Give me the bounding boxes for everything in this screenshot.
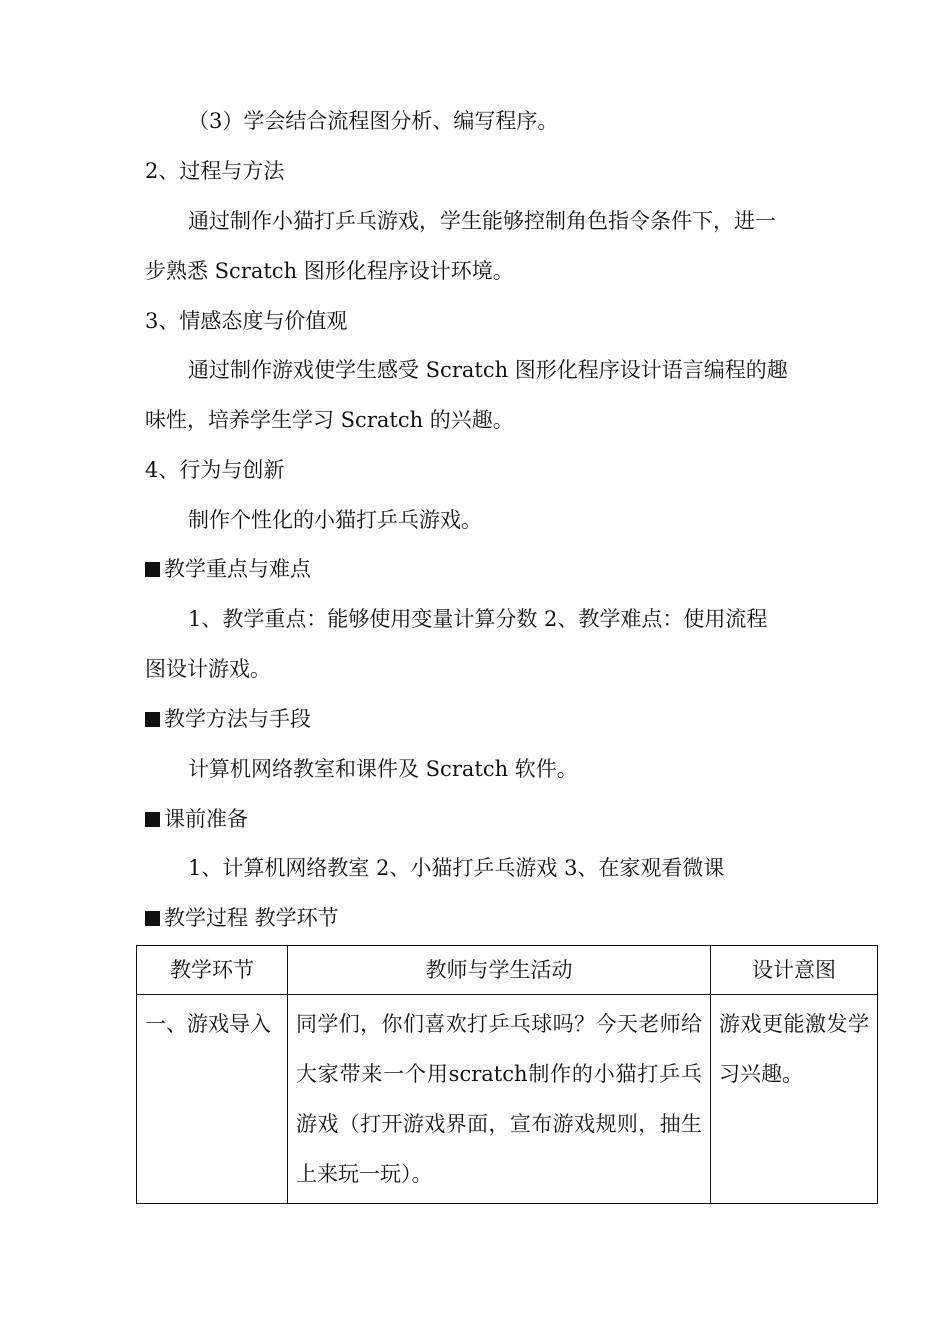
square-bullet-icon	[145, 562, 160, 577]
section-heading-key-points-label: 教学重点与难点	[164, 557, 311, 581]
table-cell-intent	[711, 995, 878, 1204]
section-heading-teaching-process	[145, 903, 339, 933]
table-cell-stage	[137, 995, 288, 1204]
paragraph-key-points-line-1: 1、教学重点：能够使用变量计算分数 2、教学难点：使用流程	[188, 607, 768, 631]
paragraph-key-points-line-2: 图设计游戏。	[145, 657, 271, 681]
table-cell-stage-text: 一、游戏导入	[145, 1012, 271, 1036]
objective-item-3: （3）学会结合流程图分析、编写程序。	[188, 109, 559, 133]
section-heading-teaching-process-label: 教学过程 教学环节	[164, 906, 339, 930]
table-row	[137, 995, 878, 1204]
paragraph-emotion-line-2: 味性，培养学生学习 Scratch 的兴趣。	[145, 408, 514, 432]
table-cell-intent-text: 游戏更能激发学习兴趣。	[719, 1012, 869, 1086]
table-header-activity: 教师与学生活动	[288, 946, 711, 995]
table-header-row	[137, 946, 878, 995]
teaching-process-table	[136, 945, 878, 1204]
section-heading-emotion-values: 3、情感态度与价值观	[145, 309, 348, 333]
section-heading-methods-label: 教学方法与手段	[164, 707, 311, 731]
table-cell-activity-text: 同学们，你们喜欢打乒乓球吗？今天老师给大家带来一个用scratch制作的小猫打乒乓游戏（打开游戏界面，宣布游戏规则，抽生上来玩一玩）。	[296, 1012, 702, 1186]
table-header-stage: 教学环节	[137, 946, 288, 995]
section-heading-process-method: 2、过程与方法	[145, 159, 285, 183]
paragraph-process-line-1: 通过制作小猫打乒乓游戏，学生能够控制角色指令条件下，进一	[188, 209, 776, 233]
paragraph-emotion-line-1: 通过制作游戏使学生感受 Scratch 图形化程序设计语言编程的趣	[188, 358, 788, 382]
section-heading-key-points	[145, 554, 311, 584]
paragraph-process-line-2: 步熟悉 Scratch 图形化程序设计环境。	[145, 259, 514, 283]
square-bullet-icon	[145, 812, 160, 827]
section-heading-preparation-label: 课前准备	[164, 807, 248, 831]
square-bullet-icon	[145, 712, 160, 727]
table-header-intent: 设计意图	[711, 946, 878, 995]
section-heading-methods	[145, 704, 311, 734]
paragraph-methods-line-1: 计算机网络教室和课件及 Scratch 软件。	[188, 757, 578, 781]
table-cell-activity	[288, 995, 711, 1204]
paragraph-behavior-line-1: 制作个性化的小猫打乒乓游戏。	[188, 508, 482, 532]
section-heading-preparation	[145, 804, 248, 834]
square-bullet-icon	[145, 911, 160, 926]
section-heading-behavior-innovation: 4、行为与创新	[145, 458, 285, 482]
paragraph-preparation-line-1: 1、计算机网络教室 2、小猫打乒乓游戏 3、在家观看微课	[188, 856, 725, 880]
